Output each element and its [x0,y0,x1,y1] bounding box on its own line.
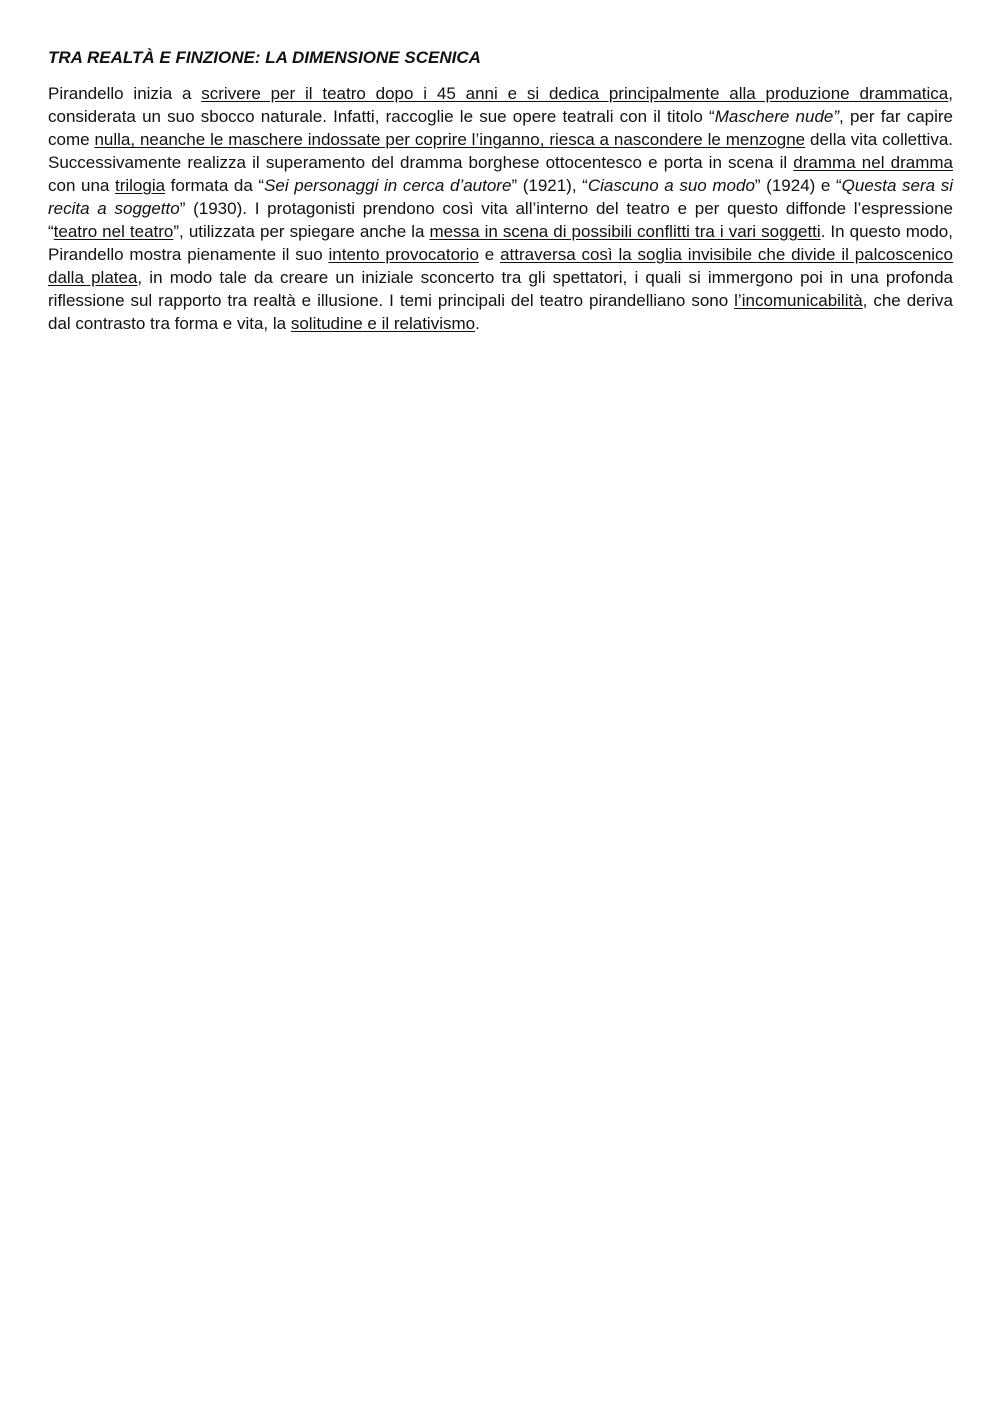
underlined-text: intento provocatorio [328,245,479,264]
italic-title-text: Ciascuno a suo modo [587,176,755,195]
underlined-text: teatro nel teatro [53,222,174,241]
underlined-text: nulla, neanche le maschere indossate per coprire l’inganno, riesca a nascondere le menzogne [94,130,806,149]
text-run: e [478,245,501,264]
text-run: formata da “ [165,176,265,195]
text-run: . In questo modo, Pirandello mostra pienamente il suo [48,222,953,264]
italic-title-text: Maschere nude” [714,107,840,126]
text-run: con una [48,176,115,195]
underlined-text: trilogia [114,176,166,195]
underlined-text: solitudine e il relativismo [290,314,476,333]
page-title: TRA REALTÀ E FINZIONE: LA DIMENSIONE SCENICA [48,48,481,67]
text-run: della vita collettiva. Successivamente realizza il superamento del dramma borghese ottocentesco e porta in scena il [48,130,954,172]
underlined-text: attraversa così la soglia invisibile che divide il palcoscenico dalla platea [48,245,954,287]
text-run: , considerata un suo sbocco naturale. Infatti, raccoglie le sue opere teatrali con il titolo “ [48,84,953,126]
underlined-text: messa in scena di possibili conflitti tra i vari soggetti [429,222,821,241]
text-run: , in modo tale da creare un iniziale sconcerto tra gli spettatori, i quali si immergono poi in una profonda riflessione sul rapporto tra realtà e illusione. I temi principali del teatro pirandelliano sono [48,268,953,310]
document-page [48,46,953,335]
text-run: , per far capire come [48,107,954,149]
text-run: ” (1921), “ [511,176,588,195]
underlined-text: scrivere per il teatro dopo i 45 anni e si dedica principalmente alla produzione drammatica [201,84,949,103]
text-run: Pirandello inizia a [48,84,202,103]
underlined-text: l’incomunicabilità [734,291,863,310]
body-paragraph [48,82,953,335]
italic-title-text: Sei personaggi in cerca d’autore [264,176,512,195]
underlined-text: dramma nel dramma [793,153,953,172]
text-run: ” (1930). I protagonisti prendono così vita all’interno del teatro e per questo diffonde l’espressione “ [48,199,953,241]
italic-title-text: Questa sera si recita a soggetto [48,176,954,218]
text-run: ” (1924) e “ [754,176,842,195]
text-run: , che deriva dal contrasto tra forma e vita, la [48,291,953,333]
text-run: ”, utilizzata per spiegare anche la [173,222,430,241]
text-run: . [475,314,480,333]
